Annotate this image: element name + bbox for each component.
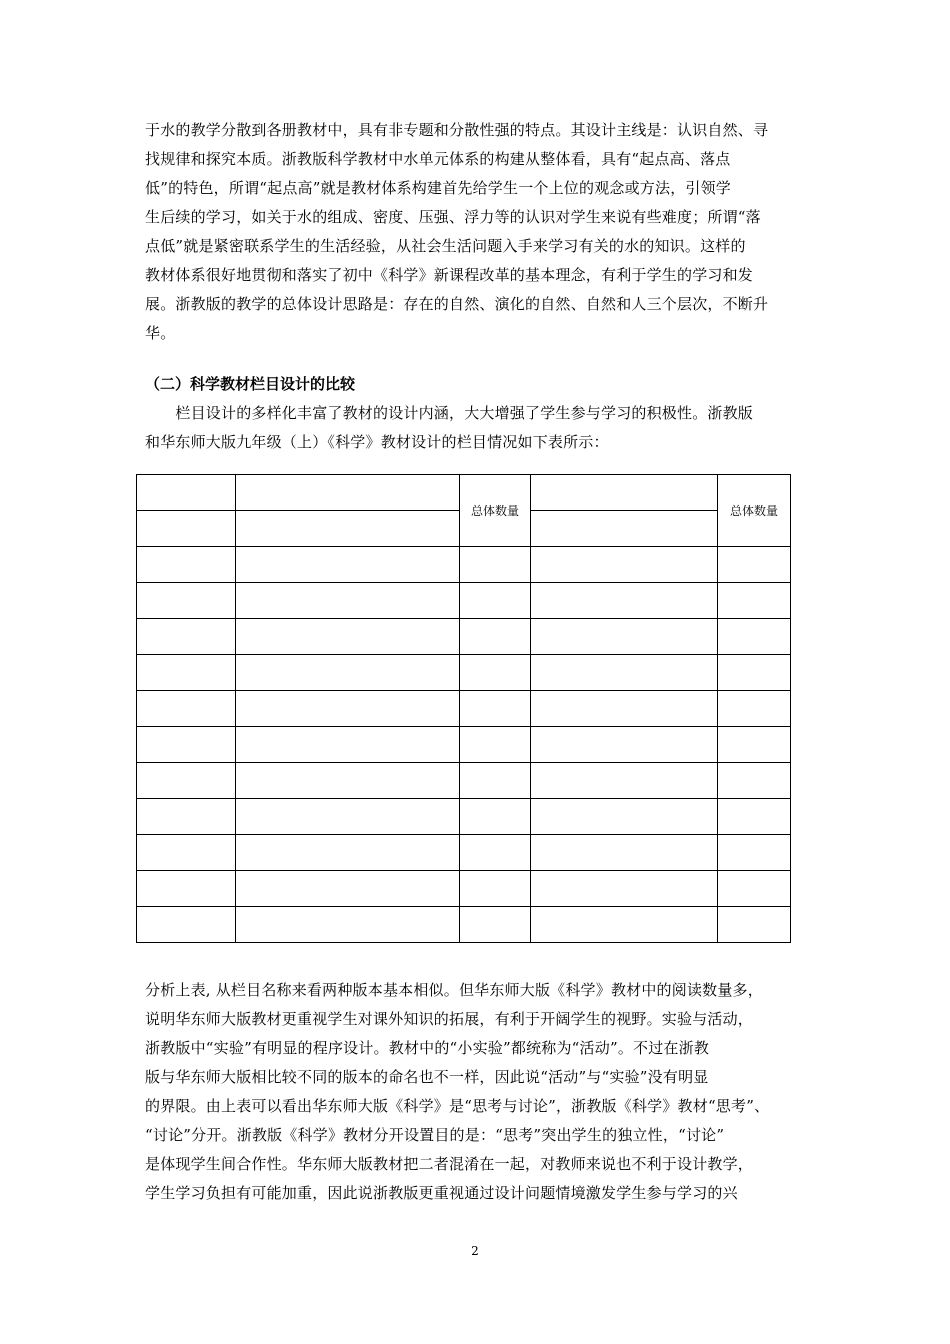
table-cell [236,511,460,547]
table-cell [236,907,460,943]
table-cell [460,907,531,943]
table-cell [718,835,791,871]
table-cell [137,475,236,511]
table-cell [531,475,718,511]
table-cell [531,583,718,619]
table-cell [137,511,236,547]
table-row [137,583,791,619]
table-row [137,691,791,727]
table-cell [718,727,791,763]
table-cell [236,619,460,655]
comparison-table [136,474,791,943]
table-cell [460,619,531,655]
text-line: 展。浙教版的教学的总体设计思路是：存在的自然、演化的自然、自然和人三个层次，不断升 [145,295,769,313]
table-cell [236,475,460,511]
table-cell [137,655,236,691]
table-cell [718,691,791,727]
table-cell [531,871,718,907]
table-row [137,871,791,907]
page-number: 2 [471,1244,479,1258]
table-row [137,475,791,511]
text-line: “讨论”分开。浙教版《科学》教材分开设置目的是：“思考”突出学生的独立性，“讨论” [145,1126,725,1144]
table-cell [460,547,531,583]
table-cell [531,655,718,691]
table-cell [137,619,236,655]
table-cell [236,835,460,871]
table-row [137,799,791,835]
table-cell [460,799,531,835]
text-line: 和华东师大版九年级（上）《科学》教材设计的栏目情况如下表所示： [145,433,609,451]
table-cell [137,727,236,763]
table-cell [236,727,460,763]
table-cell [531,727,718,763]
table-cell [137,871,236,907]
text-line: 低”的特色，所谓“起点高”就是教材体系构建首先给学生一个上位的观念或方法，引领学 [145,179,732,197]
table-cell [236,583,460,619]
table-row [137,655,791,691]
table-cell [137,691,236,727]
text-line: 找规律和探究本质。浙教版科学教材中水单元体系的构建从整体看，具有“起点高、落点 [145,150,731,168]
paragraph-top [145,116,805,348]
table-cell [531,547,718,583]
table-cell [236,871,460,907]
text-line: 学生学习负担有可能加重，因此说浙教版更重视通过设计问题情境激发学生参与学习的兴 [145,1184,738,1202]
table-cell [460,655,531,691]
table-cell [718,871,791,907]
table-cell [718,907,791,943]
table-row [137,907,791,943]
text-line: 分析上表, 从栏目名称来看两种版本基本相似。但华东师大版《科学》教材中的阅读数量多， [145,981,763,999]
table-row [137,619,791,655]
table-cell [460,835,531,871]
table-row [137,727,791,763]
table-cell [137,547,236,583]
text-line: 浙教版中“实验”有明显的程序设计。教材中的“小实验”都统称为“活动”。不过在浙教 [145,1039,710,1057]
text-line: 说明华东师大版教材更重视学生对课外知识的拓展，有利于开阔学生的视野。实验与活动， [145,1010,754,1028]
table-cell [460,691,531,727]
table-cell [137,907,236,943]
table-cell [718,763,791,799]
table-cell [531,907,718,943]
table-cell [460,583,531,619]
text-line: 教材体系很好地贯彻和落实了初中《科学》新课程改革的基本理念，有利于学生的学习和发 [145,266,754,284]
table-cell [718,619,791,655]
table-cell [718,655,791,691]
text-line: 华。 [145,324,176,342]
table-cell [236,799,460,835]
table-cell [531,691,718,727]
table-row [137,547,791,583]
table-cell [531,763,718,799]
table-cell [236,763,460,799]
table-cell [137,799,236,835]
table-cell [137,583,236,619]
table-cell [718,583,791,619]
text-line: 点低”就是紧密联系学生的生活经验，从社会生活问题入手来学习有关的水的知识。这样的 [145,237,746,255]
table-cell [460,871,531,907]
table-cell [236,655,460,691]
table-cell [137,763,236,799]
table-cell [531,799,718,835]
text-line: 生后续的学习，如关于水的组成、密度、压强、浮力等的认识对学生来说有些难度；所谓“落 [145,208,761,226]
table-row [137,763,791,799]
table-cell [718,799,791,835]
text-line: 是体现学生间合作性。华东师大版教材把二者混淆在一起，对教师来说也不利于设计教学， [145,1155,754,1173]
table-cell [531,619,718,655]
text-line: 于水的教学分散到各册教材中，具有非专题和分散性强的特点。其设计主线是：认识自然、寻 [145,121,769,139]
table-row [137,835,791,871]
table-cell [236,547,460,583]
table-cell [460,763,531,799]
paragraph-analysis [145,976,805,1208]
table-cell [531,511,718,547]
table-cell [236,691,460,727]
table-cell [460,727,531,763]
text-line: 栏目设计的多样化丰富了教材的设计内涵，大大增强了学生参与学习的积极性。浙教版 [145,404,754,422]
text-line: 的界限。由上表可以看出华东师大版《科学》是“思考与讨论”，浙教版《科学》教材“思考”、 [145,1097,770,1115]
table-cell [137,835,236,871]
paragraph-intro [145,399,805,457]
table-cell [531,835,718,871]
total-count-header-2: 总体数量 [718,475,791,547]
section-heading: （二）科学教材栏目设计的比较 [145,375,356,393]
total-count-header-1: 总体数量 [460,475,531,547]
table-cell [718,547,791,583]
text-line: 版与华东师大版相比较不同的版本的命名也不一样，因此说“活动”与“实验”没有明显 [145,1068,709,1086]
